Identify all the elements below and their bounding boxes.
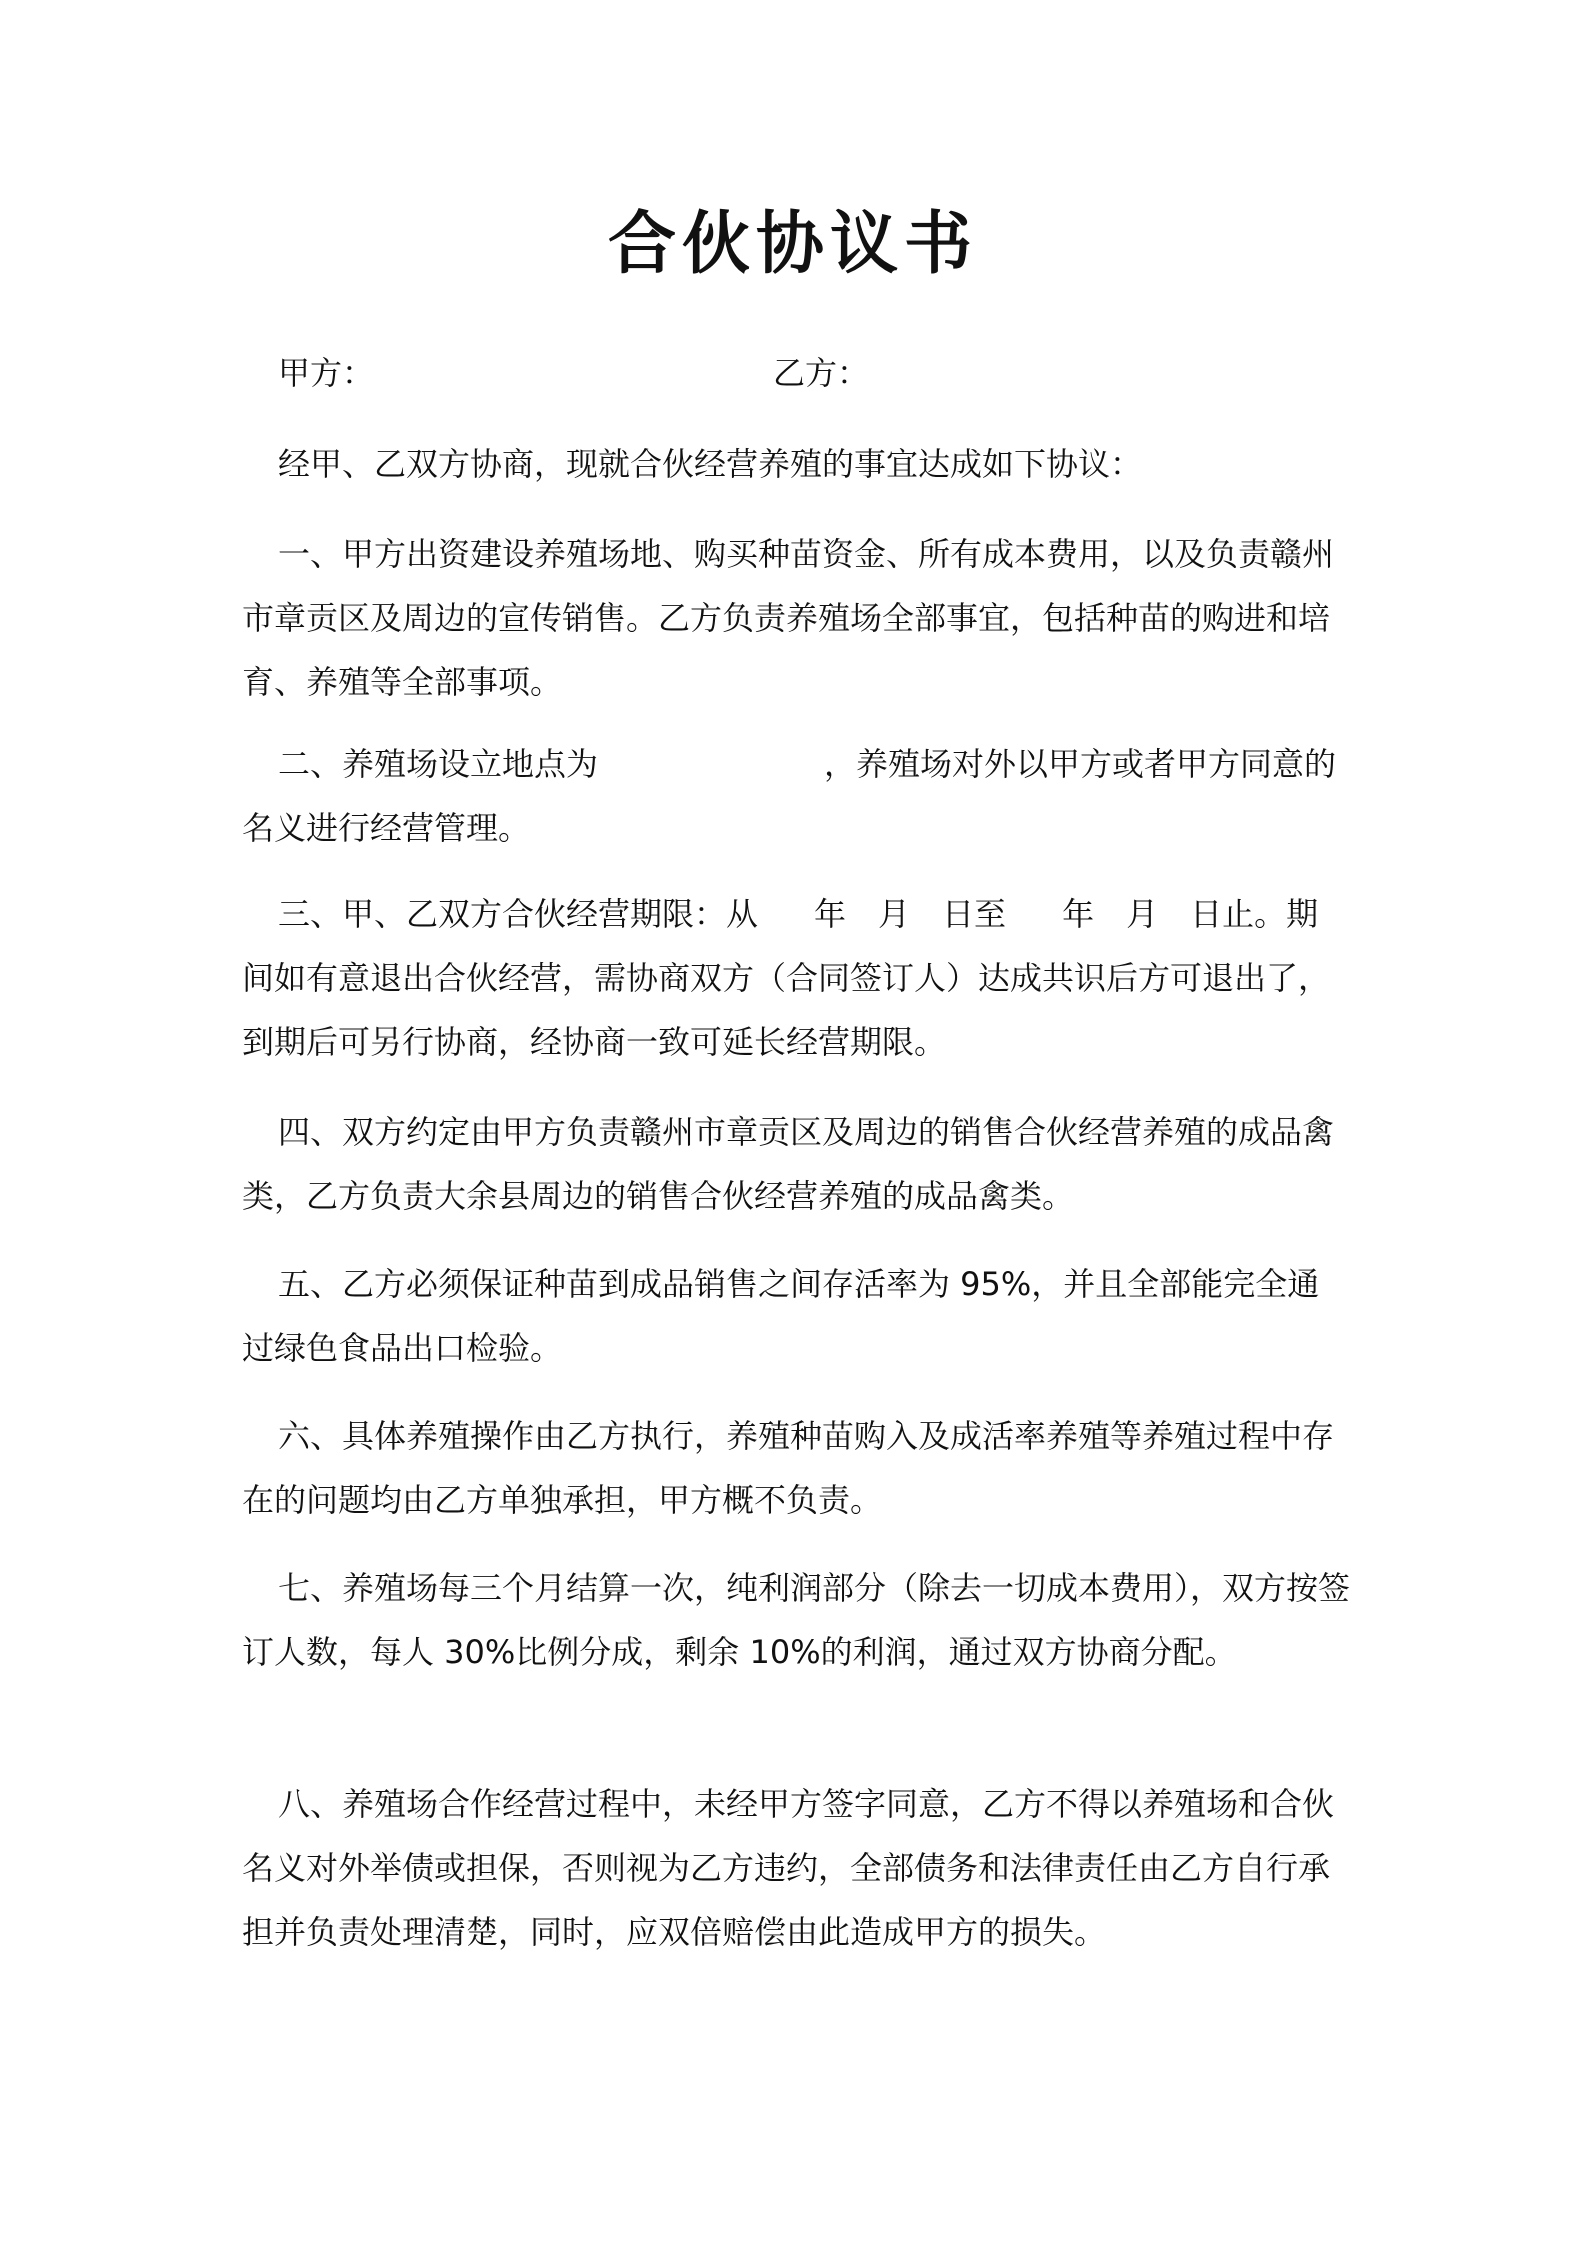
start-year-label: 年 xyxy=(814,895,847,933)
clause-2-text-b: ，养殖场对外以甲方或者甲方同意的名义进行经营管理。 xyxy=(242,745,1337,847)
clause-7: 七、养殖场每三个月结算一次，纯利润部分（除去一切成本费用），双方按签订人数，每人 30%比例分成，剩余 10%的利润，通过双方协商分配。 xyxy=(242,1569,1351,1671)
party-b-label: 乙方： xyxy=(773,354,870,392)
clause-6: 六、具体养殖操作由乙方执行，养殖种苗购入及成活率养殖等养殖过程中存在的问题均由乙方单独承担，甲方概不负责。 xyxy=(242,1417,1335,1519)
document-title: 合伙协议书 xyxy=(607,205,978,284)
clause-2 xyxy=(242,732,1350,860)
clause-8: 八、养殖场合作经营过程中，未经甲方签字同意，乙方不得以养殖场和合伙名义对外举债或担保，否则视为乙方违约，全部债务和法律责任由乙方自行承担并负责处理清楚，同时，应双倍赔偿由此造成甲方的损失。 xyxy=(242,1785,1335,1951)
clause-3-text-b: 日止。期间如有意退出合伙经营，需协商双方（合同签订人）达成共识后方可退出了，到期后可另行协商，经协商一致可延长经营期限。 xyxy=(242,895,1331,1061)
party-a-label: 甲方： xyxy=(278,354,375,392)
clause-2-text-a: 二、养殖场设立地点为 xyxy=(278,745,599,783)
start-month-label: 月 xyxy=(878,895,911,933)
end-month-label: 月 xyxy=(1126,895,1159,933)
clause-3-text-a: 三、甲、乙双方合伙经营期限：从 xyxy=(278,895,759,933)
clause-1: 一、甲方出资建设养殖场地、购买种苗资金、所有成本费用，以及负责赣州市章贡区及周边的宣传销售。乙方负责养殖场全部事宜，包括种苗的购进和培育、养殖等全部事项。 xyxy=(242,535,1335,701)
clause-3 xyxy=(242,882,1350,1074)
intro-paragraph: 经甲、乙双方协商，现就合伙经营养殖的事宜达成如下协议： xyxy=(278,445,1143,483)
clause-5: 五、乙方必须保证种苗到成品销售之间存活率为 95%，并且全部能完全通过绿色食品出口检验。 xyxy=(242,1265,1320,1367)
end-year-label: 年 xyxy=(1062,895,1095,933)
clause-4: 四、双方约定由甲方负责赣州市章贡区及周边的销售合伙经营养殖的成品禽类，乙方负责大余县周边的销售合伙经营养殖的成品禽类。 xyxy=(242,1113,1335,1215)
parties-row xyxy=(278,348,1378,398)
start-day-label: 日至 xyxy=(942,895,1007,933)
